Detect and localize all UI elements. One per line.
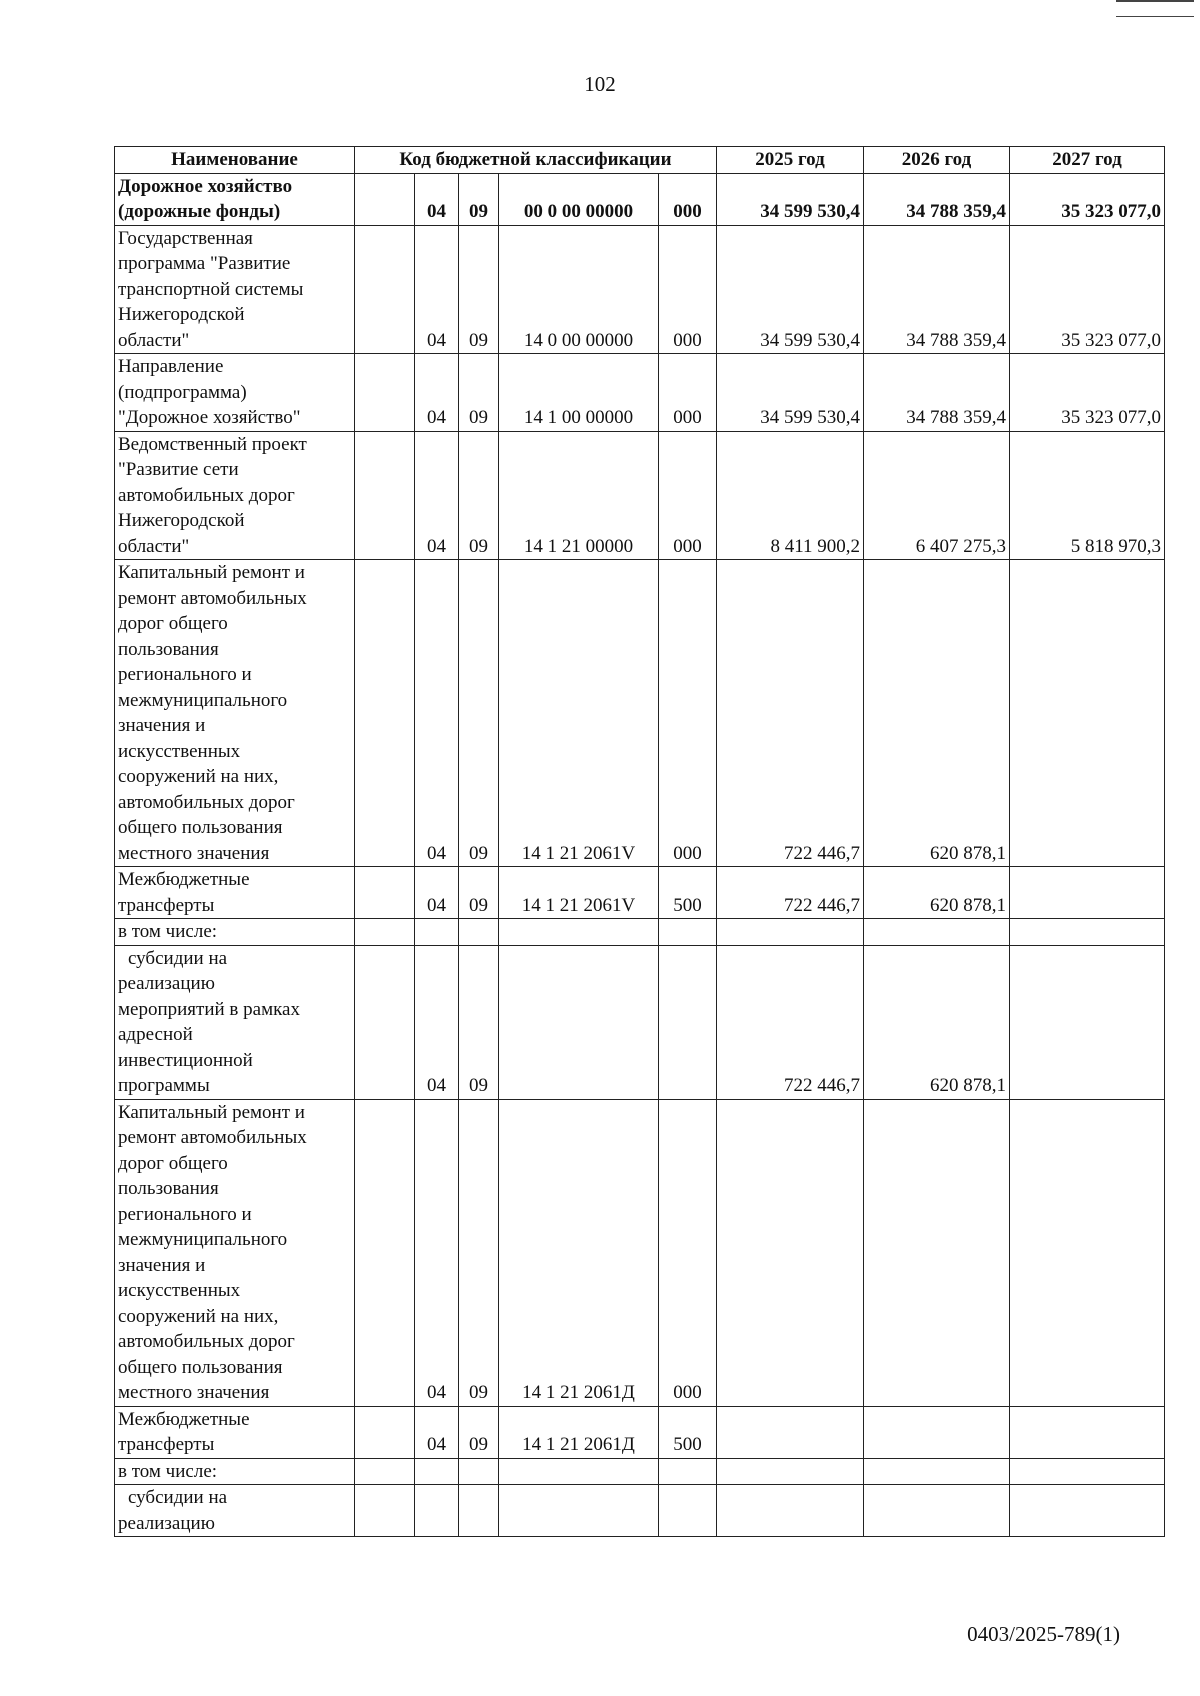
row-name-line: общего пользования bbox=[118, 1356, 283, 1378]
row-name-line: адресной bbox=[118, 1024, 193, 1045]
amount-2025: 34 599 530,4 bbox=[717, 173, 864, 225]
row-name-line: "Развитие сети bbox=[118, 459, 239, 480]
table-row bbox=[115, 945, 1165, 1099]
amount-2027 bbox=[1010, 867, 1165, 919]
amount-2025 bbox=[717, 919, 864, 946]
amount-2026 bbox=[864, 919, 1010, 946]
target-article-code: 14 1 21 2061Д bbox=[499, 1099, 659, 1406]
row-name-line: инвестиционной bbox=[118, 1049, 253, 1071]
row-name-line: местного значения bbox=[118, 842, 270, 864]
row-name-line: программа "Развитие bbox=[118, 253, 291, 274]
table-row bbox=[115, 225, 1165, 354]
table-row bbox=[115, 1406, 1165, 1458]
subsection-code: 09 bbox=[459, 354, 499, 432]
empty-cell bbox=[355, 1458, 415, 1485]
section-code: 04 bbox=[415, 431, 459, 560]
row-name-line: транспортной системы bbox=[118, 278, 304, 300]
section-code: 04 bbox=[415, 1099, 459, 1406]
row-name-line: Дорожное хозяйство bbox=[118, 175, 293, 197]
empty-cell bbox=[355, 354, 415, 432]
row-name-line: в том числе: bbox=[118, 921, 218, 942]
row-name-line: субсидии на bbox=[128, 947, 228, 969]
amount-2027 bbox=[1010, 1406, 1165, 1458]
amount-2026: 620 878,1 bbox=[864, 945, 1010, 1099]
target-article-code: 14 1 21 2061Д bbox=[499, 1406, 659, 1458]
table-body bbox=[115, 173, 1165, 1537]
subsection-code: 09 bbox=[459, 867, 499, 919]
expense-type-code: 500 bbox=[659, 867, 717, 919]
table-row bbox=[115, 560, 1165, 867]
empty-cell bbox=[355, 225, 415, 354]
row-name-line: автомобильных дорог bbox=[118, 791, 295, 813]
row-name-line: (подпрограмма) bbox=[118, 381, 247, 403]
row-name-line: Ведомственный проект bbox=[118, 433, 307, 455]
amount-2025: 722 446,7 bbox=[717, 945, 864, 1099]
row-name-line: ремонт автомобильных bbox=[118, 1127, 307, 1148]
row-name-line: субсидии на bbox=[128, 1487, 228, 1508]
row-name-line: межмуниципального bbox=[118, 689, 288, 711]
expense-type-code: 000 bbox=[659, 354, 717, 432]
subsection-code: 09 bbox=[459, 173, 499, 225]
subsection-code: 09 bbox=[459, 431, 499, 560]
row-name bbox=[115, 560, 355, 867]
page-number: 102 bbox=[584, 72, 616, 96]
amount-2027 bbox=[1010, 919, 1165, 946]
target-article-code bbox=[499, 1485, 659, 1537]
table-row bbox=[115, 1458, 1165, 1485]
amount-2025: 722 446,7 bbox=[717, 867, 864, 919]
expense-type-code: 000 bbox=[659, 1099, 717, 1406]
empty-cell bbox=[355, 867, 415, 919]
empty-cell bbox=[355, 1485, 415, 1537]
row-name-line: Направление bbox=[118, 356, 224, 377]
expense-type-code bbox=[659, 919, 717, 946]
amount-2026: 34 788 359,4 bbox=[864, 225, 1010, 354]
row-name-line: Межбюджетные bbox=[118, 869, 250, 890]
row-name bbox=[115, 1099, 355, 1406]
amount-2026: 620 878,1 bbox=[864, 560, 1010, 867]
header-2026: 2026 год bbox=[864, 147, 1010, 174]
amount-2025: 8 411 900,2 bbox=[717, 431, 864, 560]
row-name-line: Нижегородской bbox=[118, 304, 245, 325]
section-code bbox=[415, 919, 459, 946]
row-name-line: Государственная bbox=[118, 227, 253, 249]
section-code: 04 bbox=[415, 225, 459, 354]
row-name-line: реализацию bbox=[118, 973, 215, 994]
expense-type-code bbox=[659, 1458, 717, 1485]
row-name bbox=[115, 1485, 355, 1537]
table-row bbox=[115, 1099, 1165, 1406]
row-name bbox=[115, 431, 355, 560]
header-2025: 2025 год bbox=[717, 147, 864, 174]
row-name-line: реализацию bbox=[118, 1512, 215, 1534]
row-name-line: "Дорожное хозяйство" bbox=[118, 407, 301, 428]
subsection-code: 09 bbox=[459, 1406, 499, 1458]
subsection-code: 09 bbox=[459, 945, 499, 1099]
row-name-line: (дорожные фонды) bbox=[118, 201, 281, 222]
amount-2025 bbox=[717, 1458, 864, 1485]
row-name-line: значения и bbox=[118, 715, 206, 736]
header-code: Код бюджетной классификации bbox=[355, 147, 717, 174]
expense-type-code bbox=[659, 945, 717, 1099]
row-name-line: автомобильных дорог bbox=[118, 484, 295, 506]
amount-2025: 34 599 530,4 bbox=[717, 354, 864, 432]
row-name-line: программы bbox=[118, 1075, 210, 1096]
subsection-code bbox=[459, 919, 499, 946]
row-name-line: Капитальный ремонт и bbox=[118, 562, 305, 583]
empty-cell bbox=[355, 945, 415, 1099]
row-name-line: автомобильных дорог bbox=[118, 1331, 295, 1352]
row-name bbox=[115, 173, 355, 225]
amount-2026: 620 878,1 bbox=[864, 867, 1010, 919]
amount-2025 bbox=[717, 1099, 864, 1406]
budget-table bbox=[114, 146, 1165, 1537]
row-name-line: в том числе: bbox=[118, 1460, 218, 1482]
table-row bbox=[115, 431, 1165, 560]
row-name-line: мероприятий в рамках bbox=[118, 998, 300, 1020]
expense-type-code: 000 bbox=[659, 560, 717, 867]
amount-2025: 722 446,7 bbox=[717, 560, 864, 867]
target-article-code: 14 1 00 00000 bbox=[499, 354, 659, 432]
subsection-code: 09 bbox=[459, 560, 499, 867]
row-name-line: регионального и bbox=[118, 1203, 252, 1225]
amount-2026 bbox=[864, 1099, 1010, 1406]
amount-2026 bbox=[864, 1406, 1010, 1458]
row-name-line: дорог общего bbox=[118, 613, 228, 634]
row-name-line: регионального и bbox=[118, 664, 252, 685]
row-name bbox=[115, 945, 355, 1099]
amount-2025: 34 599 530,4 bbox=[717, 225, 864, 354]
subsection-code bbox=[459, 1458, 499, 1485]
amount-2025 bbox=[717, 1406, 864, 1458]
row-name-line: местного значения bbox=[118, 1382, 270, 1403]
amount-2027 bbox=[1010, 560, 1165, 867]
empty-cell bbox=[355, 173, 415, 225]
row-name-line: области" bbox=[118, 329, 190, 351]
row-name bbox=[115, 919, 355, 946]
table-row bbox=[115, 354, 1165, 432]
amount-2027 bbox=[1010, 945, 1165, 1099]
expense-type-code: 000 bbox=[659, 173, 717, 225]
amount-2026 bbox=[864, 1485, 1010, 1537]
header-2027: 2027 год bbox=[1010, 147, 1165, 174]
row-name-line: общего пользования bbox=[118, 817, 283, 838]
row-name-line: трансферты bbox=[118, 1434, 215, 1455]
row-name bbox=[115, 1458, 355, 1485]
amount-2026: 34 788 359,4 bbox=[864, 173, 1010, 225]
amount-2027 bbox=[1010, 1485, 1165, 1537]
amount-2027 bbox=[1010, 1458, 1165, 1485]
amount-2027: 35 323 077,0 bbox=[1010, 225, 1165, 354]
amount-2026: 34 788 359,4 bbox=[864, 354, 1010, 432]
section-code: 04 bbox=[415, 1406, 459, 1458]
row-name-line: пользования bbox=[118, 1178, 219, 1199]
amount-2027: 35 323 077,0 bbox=[1010, 173, 1165, 225]
row-name-line: ремонт автомобильных bbox=[118, 587, 307, 609]
header-name: Наименование bbox=[115, 147, 355, 174]
table-row bbox=[115, 919, 1165, 946]
subsection-code: 09 bbox=[459, 225, 499, 354]
amount-2026 bbox=[864, 1458, 1010, 1485]
target-article-code: 14 1 21 2061V bbox=[499, 560, 659, 867]
row-name bbox=[115, 1406, 355, 1458]
table-header-row bbox=[115, 147, 1165, 174]
section-code: 04 bbox=[415, 173, 459, 225]
row-name-line: сооружений на них, bbox=[118, 766, 279, 787]
expense-type-code bbox=[659, 1485, 717, 1537]
empty-cell bbox=[355, 1099, 415, 1406]
corner-scan-mark bbox=[1116, 0, 1194, 17]
amount-2025 bbox=[717, 1485, 864, 1537]
empty-cell bbox=[355, 919, 415, 946]
row-name-line: значения и bbox=[118, 1254, 206, 1276]
section-code bbox=[415, 1458, 459, 1485]
amount-2027 bbox=[1010, 1099, 1165, 1406]
row-name-line: межмуниципального bbox=[118, 1229, 288, 1250]
target-article-code bbox=[499, 945, 659, 1099]
row-name-line: дорог общего bbox=[118, 1152, 228, 1174]
amount-2026: 6 407 275,3 bbox=[864, 431, 1010, 560]
target-article-code: 14 1 21 00000 bbox=[499, 431, 659, 560]
row-name bbox=[115, 867, 355, 919]
row-name-line: Межбюджетные bbox=[118, 1408, 250, 1430]
section-code: 04 bbox=[415, 560, 459, 867]
section-code: 04 bbox=[415, 354, 459, 432]
section-code: 04 bbox=[415, 945, 459, 1099]
amount-2027: 35 323 077,0 bbox=[1010, 354, 1165, 432]
row-name bbox=[115, 225, 355, 354]
subsection-code bbox=[459, 1485, 499, 1537]
expense-type-code: 000 bbox=[659, 225, 717, 354]
row-name-line: искусственных bbox=[118, 740, 241, 762]
target-article-code: 14 1 21 2061V bbox=[499, 867, 659, 919]
target-article-code: 00 0 00 00000 bbox=[499, 173, 659, 225]
expense-type-code: 000 bbox=[659, 431, 717, 560]
table-row bbox=[115, 173, 1165, 225]
empty-cell bbox=[355, 560, 415, 867]
section-code bbox=[415, 1485, 459, 1537]
row-name-line: области" bbox=[118, 535, 190, 557]
target-article-code bbox=[499, 919, 659, 946]
row-name-line: Нижегородской bbox=[118, 510, 245, 531]
row-name bbox=[115, 354, 355, 432]
empty-cell bbox=[355, 431, 415, 560]
target-article-code bbox=[499, 1458, 659, 1485]
target-article-code: 14 0 00 00000 bbox=[499, 225, 659, 354]
subsection-code: 09 bbox=[459, 1099, 499, 1406]
row-name-line: Капитальный ремонт и bbox=[118, 1101, 305, 1123]
row-name-line: искусственных bbox=[118, 1280, 241, 1301]
row-name-line: пользования bbox=[118, 638, 219, 660]
amount-2027: 5 818 970,3 bbox=[1010, 431, 1165, 560]
expense-type-code: 500 bbox=[659, 1406, 717, 1458]
row-name-line: трансферты bbox=[118, 894, 215, 916]
table-row bbox=[115, 867, 1165, 919]
table-row bbox=[115, 1485, 1165, 1537]
section-code: 04 bbox=[415, 867, 459, 919]
empty-cell bbox=[355, 1406, 415, 1458]
row-name-line: сооружений на них, bbox=[118, 1305, 279, 1327]
document-code: 0403/2025-789(1) bbox=[967, 1622, 1120, 1646]
